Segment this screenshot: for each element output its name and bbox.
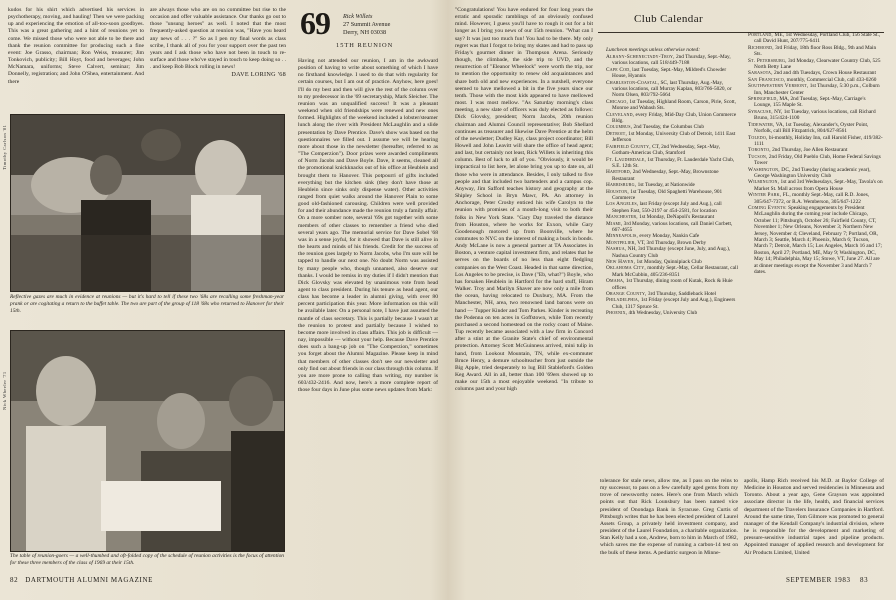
calendar-city: Tucson, <box>748 153 768 160</box>
calendar-details: 2nd Tuesday (during academic year), George Washington University Club <box>754 166 871 179</box>
calendar-details: NY, 1st Tuesday, various locations, call Richard Bruno, 315/424-1100 <box>754 108 876 122</box>
calendar-entry <box>748 109 884 122</box>
reunion-heading: 15TH REUNION <box>336 42 394 49</box>
calendar-city: Hartford, <box>606 169 632 176</box>
right-page-number: 83 <box>860 576 869 584</box>
calendar-details: MA, 2nd Tuesday, Sept.-May, Carriage's Lounge, 155 Maple St. <box>754 96 866 109</box>
calendar-details: 1st Thursday, dining room of Kutak, Rock & Huie offices <box>612 278 733 291</box>
left-column-1-top <box>8 7 144 105</box>
issue-date: SEPTEMBER 1983 <box>786 576 851 584</box>
calendar-column-1 <box>606 54 738 468</box>
calendar-city: Cape Cod, <box>606 66 631 73</box>
calendar-city: Montpelier, <box>606 239 637 246</box>
calendar-entry <box>748 167 884 180</box>
calendar-city: Coming Events: <box>748 204 787 211</box>
calendar-city: Winter Park, FL, <box>748 192 791 199</box>
calendar-details: VA, 1st Tuesday, Alexander's, Oyster Point, Norfolk, call Bill Fitzpatrick, 804/627-8561 <box>754 121 869 135</box>
calendar-details: 1st Friday (except July and Aug.), Engineers Club, 1317 Spruce St. <box>612 297 736 310</box>
calendar-details: monthly, Commercial Club, call 433-0260 <box>785 76 877 83</box>
left-page-number: 82 <box>10 576 19 584</box>
calendar-entry <box>606 221 738 234</box>
calendar-entry <box>606 265 738 278</box>
photo-2-caption: The table of reunion-goers — a well-thumbed and oft-folded copy of the schedule of reunion activities is the focus of attention for these three members of the class of 1969 at their 15th. <box>10 553 284 566</box>
col3-text: Having not attended our reunion, I am in the awkward position of having to write about something of which I have no firsthand knowledge. I used to do that with regularity for certain courses, but I am out of practice. Anyhow, here goes! I'll do my best and then will give the rest of the column over to my predecessor in the '69 secretaryship, Mark Sleicher. The reunion was an unqualified success! It was a pleasant weekend when old friendships were renewed and new ones formed. Highlights of the weekend included a lobster/steamer lunch along the river with President McLaughlin and a slide presentation by Dave Prentice. Dave's show was based on the questionnaires we filled out. I assume we will be hearing more about those in the newsletter (hereafter, referred to as "The Comperzion"). Door prizes were awarded compliments of Norm Jacobs and Dave Boyle. Dave, it seems, cleaned all the promotional knickknacks out of his office at Heublein and brought them to Hanover. This potpourri of gifts included everything but the kitchen sink (they don't have those at Heublein since sinks only dispense water). Other activities ranged from quiet walks around the Hanover Plain to some good old-fashioned carousing. Children were well provided for and their abundance made the reunion truly a family affair. On a more somber note, several '69s got together with some members of other classes to remember a friend who died several years ago. The memorial service for Dave Sobel '68 was in a sense joyful, for it showed that Dave is still alive in the hearts and minds of his friends. Credit for the success of the reunion goes largely to Norm Jacobs, who I'm sure will be tapped to handle our next one. No doubt Norm was assisted by many people who, though unnamed, also deserve our thanks. I would be remiss in my duties if I didn't mention that Dick Glovsky was elevated by unanimous vote from head agent to class president. During his tenure as head agent, our class has become a leader in alumni giving, with over 80 percent participation this year. More information on this will be available later. On a personal note, I have just assumed the mantle of class secretary. This is partially because I wasn't at the reunion to protest and partially because I wished to become more involved in class affairs. This job is difficult — nay, impossible — without your help. Because Dave Prentice does such a bang-up job on "The Comperzion," sometimes you forget about the Alumni Magazine. Please keep in mind that members of other classes don't see our newsletter and only find out about friends in our class through this column. If you are more prone to calling than writing, my number is 603/432-2416. And now, here's a more complete report of those four days in June plus some news updates from Mark: <box>298 58 438 394</box>
calendar-details: CT, 2nd Wednesday, Sept.-May, Gotham-Americas Club, Stamford <box>612 143 721 157</box>
calendar-column-2 <box>748 32 884 468</box>
calendar-city: Detroit, <box>606 130 627 137</box>
calendar-entry <box>606 169 738 182</box>
calendar-details: 1st Monday, University Club of Detroit, 1411 East Jefferson <box>612 130 736 144</box>
photo-1-caption: Reflective gazes are much in evidence at reunions — but it's hard to tell if these two '68s are recalling some freshman-year prank or are cogitating a return to the buffet table. The two are part of the group of 118 '68s who returned to Hanover for their 15th. <box>10 294 284 314</box>
calendar-city: Ft. Lauderdale, <box>606 156 647 163</box>
calendar-details: VT, 3rd Thursday, Brown Derby <box>636 239 707 246</box>
calendar-entry <box>606 278 738 291</box>
calendar-city: Los Angeles, <box>606 201 639 208</box>
right-col3-text: apolis, Hamp Rich received his M.D. at Baylor College of Medicine in Houston and served residencies in Minnesota and Toronto. About a year ago, Gene Grayson was appointed associate director in the life, health, and financial services department of the Travelers Insurance Companies in Hartford. Around the same time, Tom Gilmore was promoted to general manager of the Kendall Company's industrial division, where he is responsible for the development and marketing of pressure-sensitive industrial tapes and pipeline products. Appointed manager of applied research and development for Air Products Limited, United <box>744 478 884 556</box>
class-number: 69 <box>300 5 330 41</box>
calendar-details: last Friday (except July and Aug.), call Stephen Fast, 550-2197 or 454-2581, for location <box>612 201 722 214</box>
calendar-details: 1st Tuesday, Old Spaghetti Warehouse, 901 Commerce <box>612 188 723 201</box>
calendar-entry <box>606 144 738 157</box>
calendar-entry <box>606 246 738 259</box>
right-column-3-bottom <box>744 478 884 570</box>
calendar-city: Chicago, <box>606 98 629 105</box>
photo-2-credit: Nick Wheeler '71 <box>2 371 7 410</box>
right-col1-text: "Congratulations! You have endured for four long years the erratic and sporadic ramblings of an obviously confused mind. However, I guess you'll have to rough it out for a bit longer as I bring you news of our 15th reunion. "What can I say? It was just too much fun! You had to be there. My only regret was that I forgot to bring my skates and had to pass up Friday's gourmet dinner in Thompson Arena. Seriously though, the climbade, the side trip to UVD, and the resurrection of "Eleanor Wheelock" were worth the trip, nor to mention the opportunity to renew old acquaintances and share both old and new experiences. In a nutshell, everyone seemed to have mellowed a bit in the five years since our tenth. Those with the most kids appeared to have mellowed most. I was most mellow. "As Saturday morning's class meeting, a new slate of officers was duly elected as follows: Dick Glovsky, president; Norm Jacobs, 20th reunion chairman and Alumni Council representative; Bob Shellard continues as treasurer and likewise Dave Prentice at the helm of the newsletter; Dudley Kay, class project coordinator; Bill Howell and John Leavitt will share the office of head agent; and last, but certainly not least, Rick Willets is inheriting this column. Best of luck to all of you. "Obviously, it would be impractical to list here, let alone bring you up to date on, all those who were in attendance. Besides, I only talked to five people and that included two bartenders and a campus cop. Anyway, Jim Safford teaches history and geography at the Shipley School in Bryn Mawr, PA. An attorney in Anchorage, Peter Crosby enticed his wife Carolyn to the reunion with promises of a month-long visit to both their folks in New York State. "Gary Day traveled the distance from Houston, where he works for Exxon, while Gary Goodenough motored up from Boonville, where he commutes to NYC on the interest of making a buck in bonds. Andy McLane is now a general partner at TA Associates in Boston, a venture capital investment firm, and relates that he serves on the boards of no less than eight fledgling companies on the West Coast. Headed in that same direction, Los Angeles to be precise, is Dave ("Eb, what?") Boyle, who has forsaken Heublein in Hartford for the hard stuff, Hiram Walker. Troy and Marilyn Shaver are now only a mile from the ocean, having relocated to Duxbury, MA. From the Manchester, NH, area, two renowned land barons were on hand — Tupper Kinder and Tom Parkes. Kinder is recreating the Podenna on ten acres in Goffstown, while Tom recently purchased a second homestead on the rocky coast of Maine. Tup recently became associated with a law firm in Concord after a stint at the Granite State's chief of environmental protection. Attorney Scott McGuinness arrived, mini tulip in hand, from Lookout Mountain, TN, while ex-commuter Bruce Henry, a demure schoolteacher from just outside the Big Apple, tried desperately to lug Bill Stableford's Golden Keg Award. All in all, better than 100 '69ers showed up to make our 15th a most enjoyable weekend. "In tribute to columns past and your high <box>455 7 593 393</box>
calendar-city: Syracuse, <box>748 108 773 115</box>
calendar-details: 2nd Wednesday, Sept.-May, Brownstone Restaurant <box>612 169 719 182</box>
calendar-details: bi-monthly, Holiday Inn, call Harold Fisher, 419/382-1111 <box>754 134 883 147</box>
calendar-entry <box>748 154 884 167</box>
calendar-details: Speaking engagements by President McLaughlin during the coming year include Chicago, October 11; Pittsburgh, October 26; Fairfield County, CT, November 1; New Orleans, November 3; Northern New Jersey, November 4; Cleveland, February 7; Portland, OR, March 3; Seattle, March 4; Phoenix, March 6; Tucson, March 7; Detroit, March 15; Los Angeles, March 16 and 17; Boston, April 27; Portland, ME, May 9; Washington, DC, May 14; Philadelphia, May 15; Stowe, VT, June 27. All are at dinner meetings except the November 3 and March 7 dates. <box>754 204 882 276</box>
magazine-name: DARTMOUTH ALUMNI MAGAZINE <box>25 576 154 584</box>
left-column-3 <box>298 58 438 570</box>
photo-2-image <box>11 331 284 551</box>
calendar-city: Wilmington, <box>748 179 780 186</box>
right-column-1 <box>455 7 593 570</box>
calendar-details: 1st and 3rd Wednesdays, Sept.-May, Tavola's on Market St. Mall across from Opera House <box>754 179 883 192</box>
calendar-entry <box>606 99 738 112</box>
calendar-entry <box>748 205 884 275</box>
calendar-entry <box>606 310 738 316</box>
calendar-details: 3rd Thursday, Saddleback Hotel <box>646 291 717 298</box>
calendar-details: 4th Wednesday, University Club <box>627 310 698 317</box>
secretary-city: Derry, NH 03038 <box>343 29 387 36</box>
calendar-entry <box>606 131 738 144</box>
calendar-entry <box>606 189 738 202</box>
calendar-city: Minneapolis, <box>606 233 638 240</box>
calendar-entry <box>748 45 884 58</box>
right-column-2-bottom <box>600 478 738 570</box>
photo-1-image <box>11 115 284 291</box>
calendar-entry <box>606 54 738 67</box>
calendar-city: St. Petersburg, <box>748 57 787 64</box>
calendar-city: New Haven, <box>606 259 636 265</box>
calendar-city: Oklahoma City, <box>606 265 646 272</box>
calendar-city: Fairfield County, <box>606 143 651 150</box>
calendar-entry <box>606 201 738 214</box>
reunion-photo-2 <box>10 330 285 552</box>
calendar-entry <box>748 32 884 45</box>
calendar-city: Miami, <box>606 220 623 227</box>
calendar-entry <box>748 179 884 192</box>
calendar-city: Columbus, <box>606 124 633 131</box>
calendar-entry <box>748 135 884 148</box>
calendar-city: Phoenix, <box>606 310 628 317</box>
calendar-entry <box>606 80 738 99</box>
right-col2-text: tolerance for stale news, allow me, as I pass on the reins to my successor, to pass on a few carefully aged gems from my trove of newsworthy notes. Here's one from March which points out that Rick Lounsbury has been named vice president of Onondaga Bank in Syracuse. Greg Curtis of Pittsburgh writes that he has been elected president of Laurel Assets Group, a privately held investment company, and president of the Laurel Foundation, a charitable organization. Stan Kelly had a son, Andrew, born to him in March of 1982, which saves me the expense of running a carbon-14 test on the bulk of these items. A pediatric surgeon in Minne- <box>600 478 738 556</box>
calendar-city: San Francisco, <box>748 76 786 83</box>
calendar-city: Springfield, <box>748 96 779 103</box>
calendar-city: Omaha, <box>606 278 625 285</box>
col1-text: kudos for his shirt which advertised his services in psychotherapy, moving, and hauling! Then we were packing up and experiencing the emotion of all-too-soon goodbyes. This was a great gathering and a hint of reunions yet to come. We missed those who were not able to be there and thank the reunion committee for producing such a fine event: Joe Grasso, chairman; Ron Weiss, treasurer; Jim Tonkovich, publicity; Bill Hoyt, food and beverages; John McNamara, uniforms; Steve Calvert, seminar; Jim Donnelly, registration; and John O'Shea, entertainment. And there <box>8 7 144 85</box>
secretary-name: Rick Willets <box>343 13 373 20</box>
calendar-city: Albany-Schenectady-Troy, <box>606 54 675 60</box>
calendar-entry <box>748 122 884 135</box>
calendar-details: 1st Tuesday, Highland Room, Carson, Pirie, Scott, Monroe and Wabash Sts. <box>612 98 736 112</box>
left-column-2-top <box>150 7 286 105</box>
calendar-details: monthly Sept.-May, Cellar Restaurant, call Mark McCubbin, 405/236-8351 <box>612 265 738 278</box>
calendar-entry <box>748 58 884 71</box>
class-secretary-info <box>343 13 390 37</box>
calendar-city: Sarasota, <box>748 70 773 77</box>
calendar-city: Charleston-Coastal, <box>606 79 660 86</box>
calendar-details: 3rd Monday, various locations, call Daniel Corbett, 667-4655 <box>612 220 733 233</box>
col2-signature: DAVE LORING '68 <box>231 71 286 79</box>
calendar-entry <box>606 297 738 310</box>
calendar-city: Orange County, <box>606 291 647 298</box>
calendar-details: every Monday, Nankin Cafe <box>638 233 700 240</box>
calendar-details: 1st Monday, DeNapoli's Restaurant <box>637 214 715 221</box>
calendar-details: 1st Wednesday, Portland Club, 156 State St., call David Hunt, 207/775-6411 <box>754 32 881 45</box>
calendar-city: Toledo, <box>748 134 768 141</box>
calendar-details: 1st Thursday, 5:30 p.m., Colburn Inn, Manchester Center <box>754 83 880 96</box>
calendar-details: every Friday, Mid-Day Club, Union Commerce Bldg. <box>612 111 737 125</box>
secretary-address: 27 Summit Avenue <box>343 21 391 28</box>
col2-text: are always those who are on no committee but rise to the occasion and offer valuable assistance. Our thanks go out to those "unsung heroes" as well. I noted that the most frequently-asked question at reunion was, "Have you heard any news of . . . ?" So as I pen my final words as class scribe, I thank all of you for your support over the past ten years and I ask those who have not been in touch to re-surface and those who've stayed in touch to keep doing so . . . and keep Bob Block rolling in news! <box>150 7 286 71</box>
calendar-entry <box>606 112 738 125</box>
calendar-entry <box>748 83 884 96</box>
calendar-details: 1st Tuesday, at Nationwide <box>636 182 695 189</box>
calendar-details: 2nd Thursday, Joe Allen Restaurant <box>770 147 848 154</box>
calendar-city: Nashua, <box>606 246 627 253</box>
calendar-details: 2nd Thursday, Sept.-May, various locations, call 518/449-7188 <box>612 54 731 67</box>
calendar-details: 2nd and 4th Tuesdays, Crown House Restaurant <box>772 70 876 77</box>
calendar-city: Manchester, <box>606 214 638 221</box>
calendar-details: SC, last Thursday, Aug.-May, various locations, call Murray Kaplan, 803/766-5020, or Norm Olsen, 803/792-5664 <box>612 79 732 99</box>
calendar-city: Toronto, <box>748 147 771 154</box>
calendar-details: 2nd Friday, Old Pueblo Club, Home Federal Savings Tower <box>754 153 881 167</box>
calendar-details: NH, 3rd Thursday (except June, July, and Aug.), Nashua Country Club <box>612 246 731 259</box>
calendar-city: Tidewater, <box>748 121 775 128</box>
club-calendar-title: Club Calendar <box>634 13 704 25</box>
calendar-city: Richmond, <box>748 44 774 51</box>
calendar-city: Harrisburg, <box>606 182 637 189</box>
calendar-details: 3rd Friday, 18th floor Ross Bldg., 9th and Main Sts. <box>754 44 877 58</box>
photo-1-credit: Timothy Carlson '81 <box>2 124 7 170</box>
club-calendar-subtitle: Luncheon meetings unless otherwise noted: <box>606 47 701 53</box>
calendar-details: 1st Thursday, Ft. Lauderdale Yacht Club, S.E. 12th St. <box>612 156 735 169</box>
calendar-entry <box>748 96 884 109</box>
calendar-city: Southwestern Vermont, <box>748 83 809 90</box>
calendar-city: Cleveland, <box>606 111 635 118</box>
calendar-city: Washington, DC, <box>748 166 791 173</box>
calendar-city: Portland, ME, <box>748 32 785 38</box>
calendar-details: 1st Monday, Quinnipiack Club <box>635 259 702 265</box>
calendar-details: last Tuesday, Sept.-May, Mildred's Chowder House, Hyannis <box>612 66 727 80</box>
calendar-details: monthly Sept.-May, call R.D. Jones, 305/647-7372, or R.A. Wemberson, 305/647-1222 <box>754 192 870 205</box>
calendar-city: Houston, <box>606 188 629 195</box>
calendar-details: 3rd Monday, Clearwater Country Club, 525 North Betty Lane <box>754 57 881 71</box>
calendar-entry <box>748 192 884 205</box>
calendar-details: 2nd Tuesday, the Columbus Club <box>632 124 704 131</box>
calendar-city: Philadelphia, <box>606 297 640 304</box>
reunion-photo-1 <box>10 114 285 292</box>
calendar-entry <box>606 67 738 80</box>
left-footer <box>10 576 153 584</box>
calendar-entry <box>606 157 738 170</box>
right-footer <box>786 576 868 584</box>
